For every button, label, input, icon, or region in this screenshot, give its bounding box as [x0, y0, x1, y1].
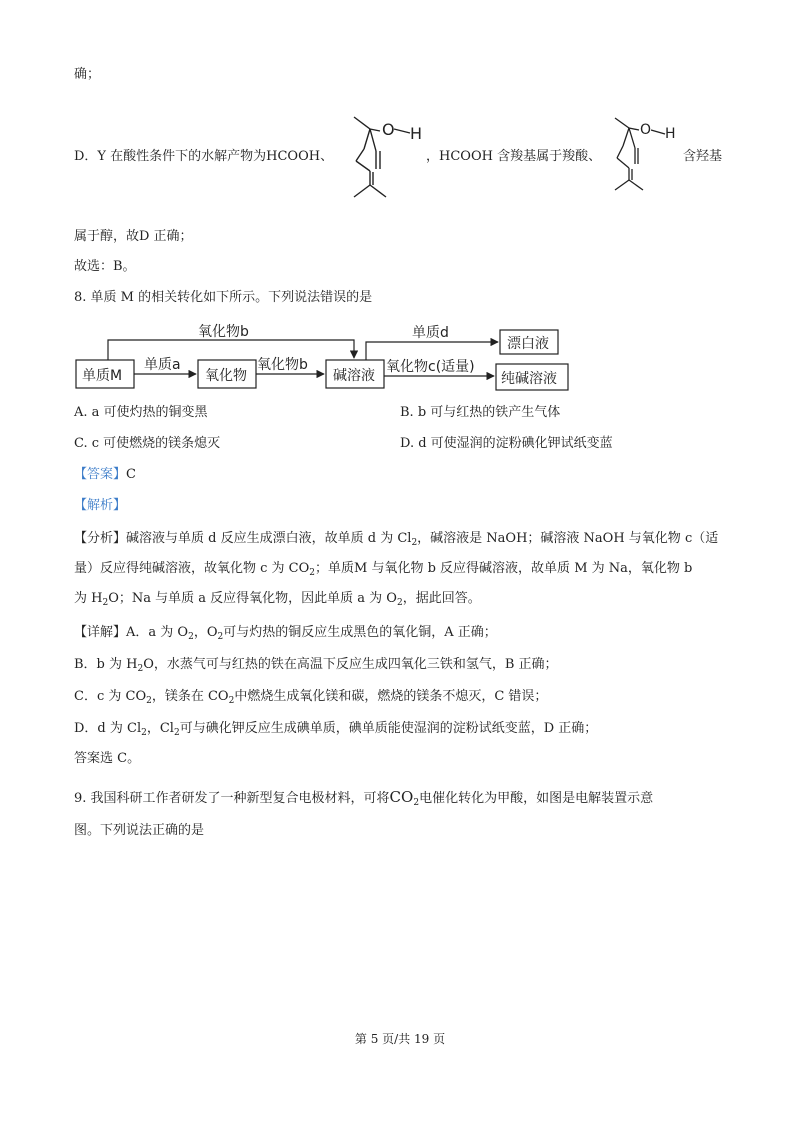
text-segment: B．b 为 H	[74, 657, 138, 672]
arrow-d-label: 单质d	[412, 325, 449, 341]
text-segment: 可与灼热的铜反应生成黑色的氧化铜，A 正确；	[223, 625, 497, 640]
subscript: 2	[141, 728, 147, 738]
answer-line	[74, 466, 136, 484]
text-segment: ，HCOOH 含羧基属于羧酸、	[426, 149, 602, 164]
subscript: 2	[102, 598, 109, 608]
text-segment: O；Na 与单质 a 反应得氧化物，因此单质 a 为 O	[108, 591, 397, 606]
question-8-stem: 8. 单质 M 的相关转化如下所示。下列说法错误的是	[74, 290, 373, 305]
text-segment: ；单质M 与氧化物 b 反应得碱溶液，故单质 M 为 Na，氧化物 b	[315, 561, 693, 576]
arrow-d	[366, 342, 498, 360]
option-c: C. c 可使燃烧的镁条熄灭	[74, 436, 221, 451]
text-segment: ，碱溶液是 NaOH；碱溶液 NaOH 与氧化物 c（适	[417, 531, 719, 546]
text-segment: ，O	[193, 625, 218, 640]
arrow-c-label: 氧化物c(适量)	[386, 359, 475, 375]
text-segment: O，水蒸气可与红热的铁在高温下反应生成四氧化三铁和氢气，B 正确；	[143, 657, 558, 672]
page-footer: 第 5 页/共 19 页	[354, 1032, 446, 1046]
oxygen-label: O	[640, 122, 652, 138]
co2-formula: CO	[389, 788, 414, 806]
box-bleach-label: 漂白液	[507, 336, 549, 352]
subscript: 2	[173, 728, 180, 738]
subscript: 2	[146, 696, 152, 706]
option-d-explanation	[74, 148, 333, 166]
analysis-line-3	[74, 590, 481, 608]
text-line: 属于醇，故D 正确；	[74, 229, 193, 244]
text-segment: C．c 为 CO	[74, 689, 147, 704]
conversion-diagram	[74, 320, 574, 396]
text-line: 确；	[74, 67, 101, 82]
arrow-top-label: 氧化物b	[198, 324, 249, 340]
arrow-a-label: 单质a	[144, 357, 181, 373]
text-segment: 9. 我国科研工作者研发了一种新型复合电极材料，可将	[74, 791, 390, 806]
text-segment: ，镁条在 CO	[151, 689, 229, 704]
molecule-structure-2	[603, 108, 683, 200]
text-segment: 含羟基	[683, 149, 723, 164]
subscript: 2	[228, 696, 235, 706]
box-alkali-label: 碱溶液	[333, 368, 375, 384]
detail-line-c	[74, 688, 547, 706]
detail-line-a	[74, 624, 497, 642]
answer-value: C	[126, 467, 136, 482]
subscript: 2	[413, 798, 420, 808]
conclusion-line: 答案选 C。	[74, 751, 141, 766]
detail-line-d	[74, 720, 597, 738]
detail-line-b	[74, 656, 558, 674]
question-9-line-2: 图。下列说法正确的是	[74, 823, 205, 838]
hydrogen-label: H	[410, 124, 423, 143]
text-segment: ，Cl	[146, 721, 174, 736]
text-segment: A．a 为 O	[126, 625, 189, 640]
text-segment: D．d 为 Cl	[74, 721, 142, 736]
molecule-structure-1	[340, 105, 430, 207]
analysis-tag: 【解析】	[74, 498, 127, 513]
option-d: D. d 可使湿润的淀粉碘化钾试纸变蓝	[400, 436, 613, 451]
subscript: 2	[396, 598, 403, 608]
option-a: A. a 可使灼热的铜变黑	[74, 405, 208, 420]
text-line: 故选：B。	[74, 259, 136, 274]
text-segment: 量）反应得纯碱溶液，故氧化物 c 为 CO	[74, 561, 310, 576]
text-segment: 可与碘化钾反应生成碘单质，碘单质能使湿润的淀粉试纸变蓝，D 正确；	[179, 721, 598, 736]
text-segment: 电催化转化为甲酸，如图是电解装置示意	[419, 791, 654, 806]
hydrogen-label: H	[665, 126, 676, 142]
arrow-b-label: 氧化物b	[257, 357, 308, 373]
subscript: 2	[188, 632, 194, 642]
text-segment: 为 H	[74, 591, 103, 606]
xj-tag: 【详解】	[74, 625, 127, 640]
box-oxide-label: 氧化物	[205, 368, 247, 384]
subscript: 2	[137, 664, 144, 674]
subscript: 2	[411, 538, 418, 548]
question-9-line-1	[74, 788, 653, 808]
text-segment: 碱溶液与单质 d 反应生成漂白液，故单质 d 为 Cl	[126, 531, 412, 546]
option-b: B. b 可与红热的铁产生气体	[400, 405, 561, 420]
box-m-label: 单质M	[82, 368, 123, 384]
text-segment: D．Y 在酸性条件下的水解产物为HCOOH、	[74, 149, 334, 164]
text-segment: 中燃烧生成氧化镁和碳，燃烧的镁条不熄灭，C 错误；	[234, 689, 548, 704]
answer-tag: 【答案】	[74, 467, 127, 482]
oxygen-label: O	[382, 120, 395, 139]
analysis-line-2	[74, 560, 692, 578]
text-segment: ，据此回答。	[402, 591, 481, 606]
box-soda-label: 纯碱溶液	[501, 371, 557, 387]
analysis-line-1	[74, 530, 718, 548]
subscript: 2	[309, 568, 316, 578]
subscript: 2	[217, 632, 224, 642]
fx-tag: 【分析】	[74, 531, 127, 546]
